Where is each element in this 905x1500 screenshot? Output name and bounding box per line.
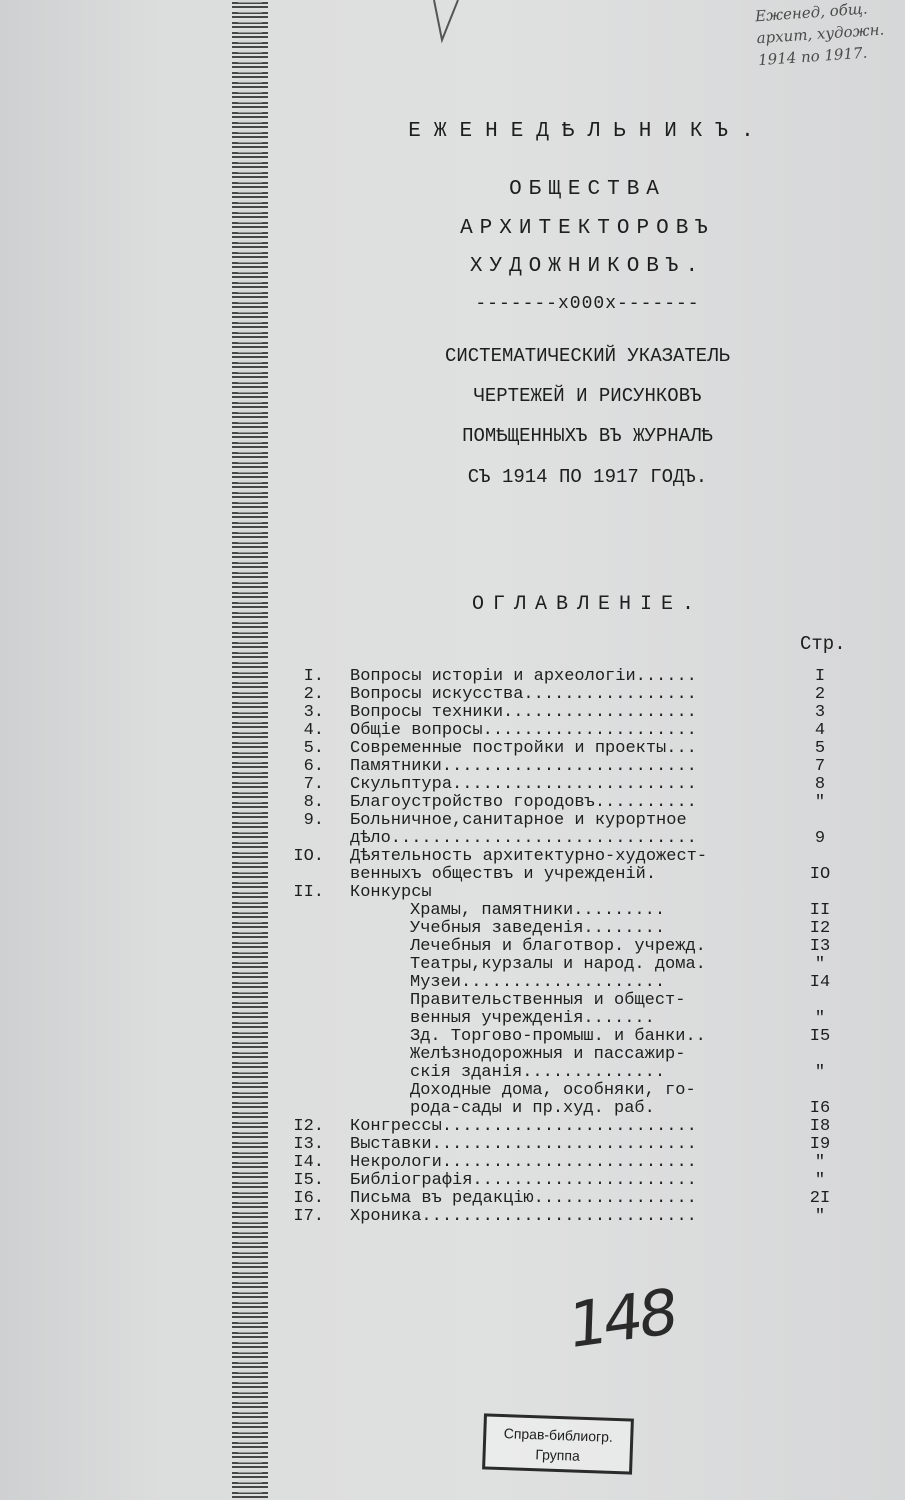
toc-entry-text: Письма въ редакцiю................ [350, 1189, 697, 1208]
toc-row [280, 1154, 880, 1172]
toc-entry-text: Библiографiя...................... [350, 1171, 697, 1190]
toc-row [280, 668, 880, 686]
toc-number: 4. [303, 721, 324, 740]
toc-entry-text: Дѣятельность архитектурно-художест- [350, 847, 708, 866]
toc-page-number: I9 [809, 1135, 831, 1154]
toc-entry-text: Доходные дома, особняки, го- [410, 1081, 696, 1100]
toc-number: I6. [293, 1189, 324, 1208]
toc-row [280, 1118, 880, 1136]
toc-page-number: 2 [814, 685, 826, 704]
toc-entry-text: Храмы, памятники......... [410, 901, 666, 920]
toc-entry-text: Желѣзнодорожныя и пассажир- [410, 1045, 686, 1064]
toc-row [280, 938, 880, 956]
toc-number: I. [303, 667, 324, 686]
toc-row [280, 704, 880, 722]
toc-row [280, 974, 880, 992]
toc-row [280, 1028, 880, 1046]
toc-page-number: 2I [809, 1189, 831, 1208]
pencil-mark [432, 0, 462, 46]
toc-page-number: " [814, 1009, 826, 1028]
toc-page-number: 5 [814, 739, 826, 758]
toc-entry-text: Правительственныя и общест- [410, 991, 686, 1010]
toc-page-number: " [814, 1171, 826, 1190]
margin-note-line: архит, художн. [756, 20, 885, 48]
toc-entry-text: Конкурсы [350, 883, 432, 902]
toc-entry-text: Современные постройки и проекты... [350, 739, 697, 758]
toc-row [280, 722, 880, 740]
toc-page-number: " [814, 955, 826, 974]
toc-page-number: I5 [809, 1027, 831, 1046]
page-column-label: Стр. [800, 633, 846, 655]
toc-page-number: I6 [809, 1099, 831, 1118]
toc-entry-text: Театры,курзалы и народ. дома. [410, 955, 706, 974]
subtitle-line: ПОМѢЩЕННЫХЪ ВЪ ЖУРНАЛѢ [462, 425, 713, 447]
toc-entry-text: Вопросы искусства................. [350, 685, 697, 704]
toc-entry-text: Благоустройство городовъ.......... [350, 793, 697, 812]
toc-entry-text: Выставки.......................... [350, 1135, 697, 1154]
toc-number: 6. [303, 757, 324, 776]
toc-page-number: I2 [809, 919, 831, 938]
toc-entry-text: Вопросы техники................... [350, 703, 697, 722]
toc-entry-text: дѣло.............................. [350, 829, 697, 848]
toc-entry-text: Учебныя заведенiя........ [410, 919, 666, 938]
subtitle-line: СИСТЕМАТИЧЕСКИЙ УКАЗАТЕЛЬ [444, 345, 731, 367]
toc-row [280, 1172, 880, 1190]
toc-row [280, 1136, 880, 1154]
toc-row [280, 1046, 880, 1064]
toc-row [280, 992, 880, 1010]
toc-number: II. [293, 883, 324, 902]
toc-entry-text: венныхъ обществъ и учрежденiй. [350, 865, 657, 884]
toc-row [280, 1010, 880, 1028]
toc-entry-text: скiя зданiя.............. [410, 1063, 666, 1082]
toc-row [280, 866, 880, 884]
toc-entry-text: венныя учрежденiя....... [410, 1009, 655, 1028]
toc-number: 5. [303, 739, 324, 758]
toc-entry-text: Общiе вопросы..................... [350, 721, 697, 740]
toc-entry-text: Конгрессы......................... [350, 1117, 697, 1136]
margin-note-line: Еженед, общ. [754, 0, 869, 26]
divider: -------х000х------- [475, 294, 700, 314]
toc-entry-text: Памятники......................... [350, 757, 697, 776]
toc-page-number: 8 [814, 775, 826, 794]
toc-number: I3. [293, 1135, 324, 1154]
subtitle-line: ЧЕРТЕЖЕЙ И РИСУНКОВЪ [473, 385, 702, 407]
toc-row [280, 1082, 880, 1100]
subtitle-line: СЪ 1914 ПО 1917 ГОДЪ. [467, 466, 708, 488]
margin-note [754, 0, 905, 115]
toc-row [280, 1208, 880, 1226]
toc-page-number: " [814, 1207, 826, 1226]
toc-entry-text: рода-сады и пр.худ. раб. [410, 1099, 655, 1118]
toc-entry-text: Хроника........................... [350, 1207, 697, 1226]
stamp-line: Справ-библиогр. [503, 1425, 614, 1445]
toc-page-number: " [814, 1063, 826, 1082]
toc-entry-text: Зд. Торгово-промыш. и банки.. [410, 1027, 706, 1046]
toc-row [280, 1190, 880, 1208]
toc-row [280, 1100, 880, 1118]
journal-title-line: ОБЩЕСТВА [509, 178, 666, 201]
toc-page-number: 3 [814, 703, 826, 722]
toc-row [280, 740, 880, 758]
toc-entry-text: Вопросы исторiи и археологiи...... [350, 667, 697, 686]
toc-row [280, 812, 880, 830]
toc-row [280, 920, 880, 938]
toc-row [280, 1064, 880, 1082]
toc-row [280, 794, 880, 812]
toc-number: I7. [293, 1207, 324, 1226]
toc-entry-text: Музеи.................... [410, 973, 666, 992]
handwritten-number: 148 [567, 1274, 676, 1363]
toc-row [280, 830, 880, 848]
toc-number: 8. [303, 793, 324, 812]
toc-row [280, 902, 880, 920]
toc-number: 2. [303, 685, 324, 704]
toc-page-number: I8 [809, 1117, 831, 1136]
toc-entry-text: Больничное,санитарное и курортное [350, 811, 687, 830]
toc-page-number: II [809, 901, 831, 920]
toc-title: ОГЛАВЛЕНIЕ. [471, 593, 704, 616]
journal-title-line: АРХИТЕКТОРОВЪ [460, 217, 715, 240]
toc-page-number: IO [809, 865, 831, 884]
toc-number: IO. [293, 847, 324, 866]
toc-entry-text: Скульптура........................ [350, 775, 697, 794]
toc-row [280, 884, 880, 902]
library-stamp [482, 1413, 634, 1474]
table-of-contents [280, 668, 880, 1226]
toc-number: 3. [303, 703, 324, 722]
toc-row [280, 956, 880, 974]
toc-number: 7. [303, 775, 324, 794]
toc-entry-text: Лечебныя и благотвор. учрежд. [410, 937, 706, 956]
toc-page-number: I3 [809, 937, 831, 956]
journal-title: ЕЖЕНЕДѢЛЬНИКЪ. [408, 120, 767, 143]
toc-entry-text: Некрологи......................... [350, 1153, 697, 1172]
toc-page-number: 7 [814, 757, 826, 776]
toc-number: I4. [293, 1153, 324, 1172]
toc-number: I5. [293, 1171, 324, 1190]
toc-page-number: I [814, 667, 826, 686]
toc-page-number: " [814, 1153, 826, 1172]
journal-title-line: ХУДОЖНИКОВЪ. [469, 255, 706, 278]
toc-row [280, 848, 880, 866]
toc-row [280, 776, 880, 794]
toc-page-number: 9 [814, 829, 826, 848]
margin-note-line: 1914 по 1917. [757, 43, 868, 70]
toc-row [280, 686, 880, 704]
toc-number: 9. [303, 811, 324, 830]
toc-row [280, 758, 880, 776]
toc-page-number: " [814, 793, 826, 812]
toc-page-number: 4 [814, 721, 826, 740]
toc-number: I2. [293, 1117, 324, 1136]
toc-page-number: I4 [809, 973, 831, 992]
stamp-line: Группа [535, 1446, 581, 1464]
binding-edge [238, 0, 262, 1500]
